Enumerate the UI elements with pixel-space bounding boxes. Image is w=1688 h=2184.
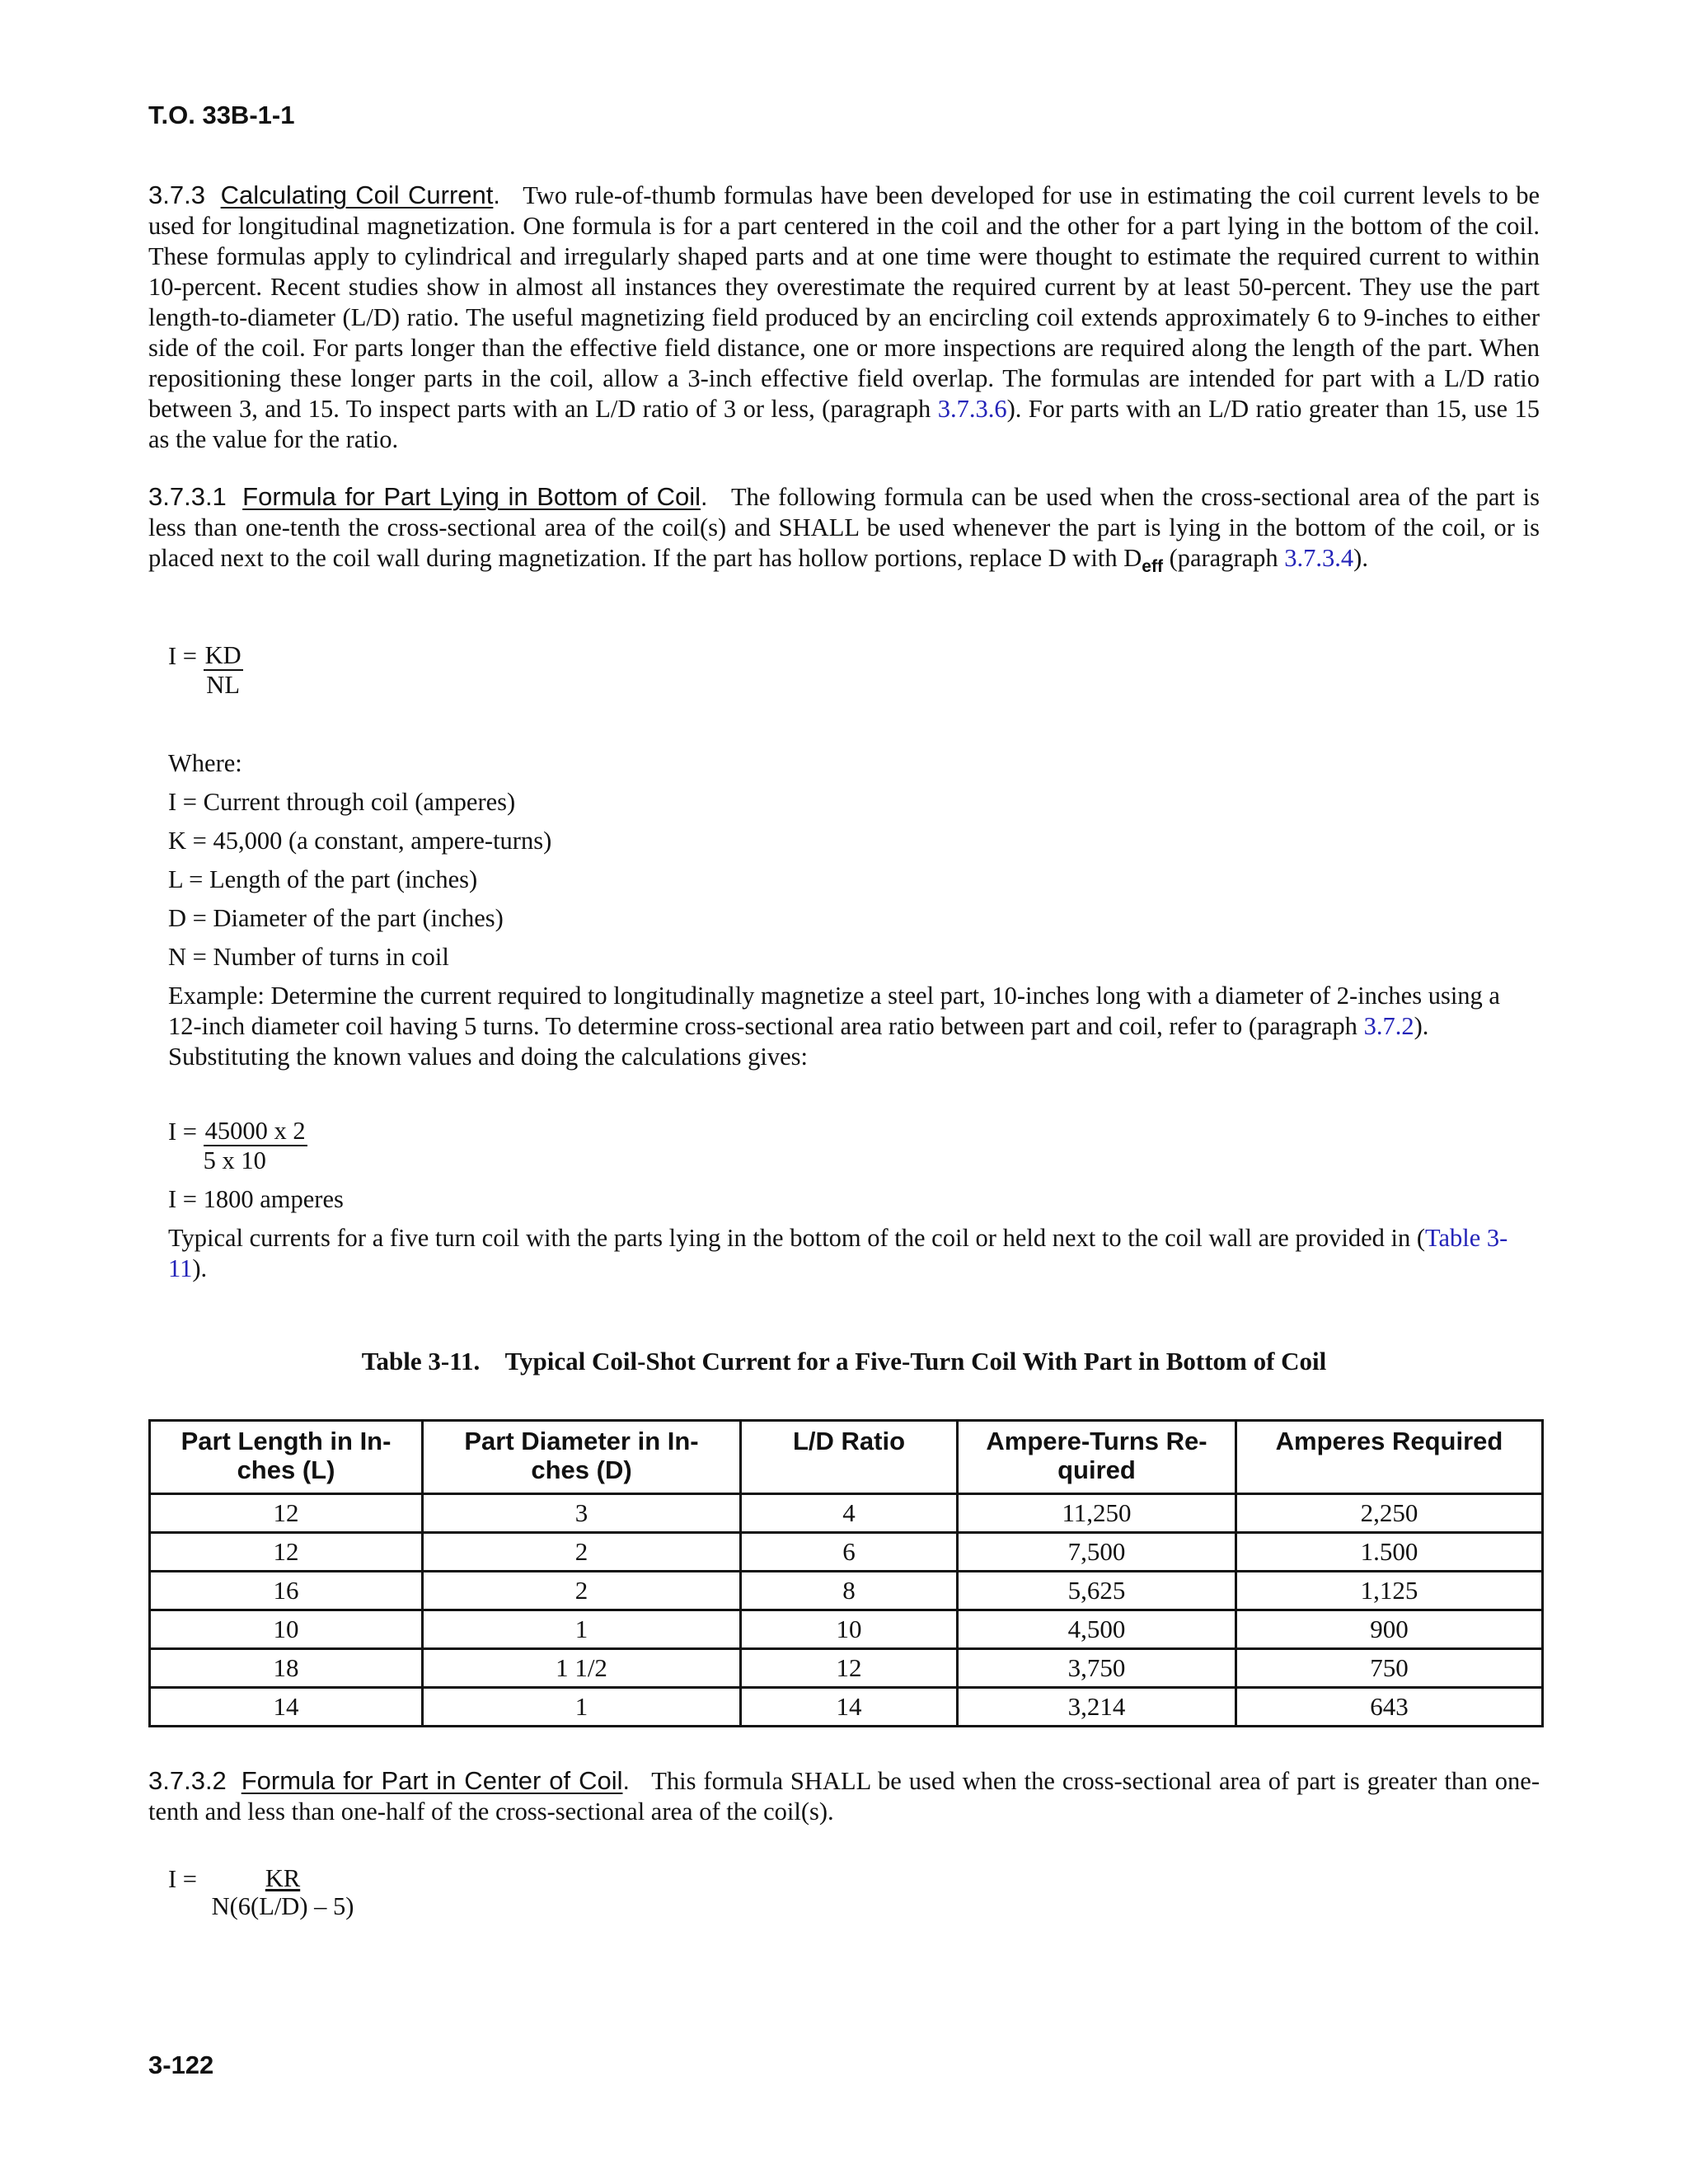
definition-item: D = Diameter of the part (inches): [168, 904, 504, 932]
formula-denominator: N(6(L/D) – 5): [211, 1892, 354, 1920]
table-cell: 4: [741, 1494, 958, 1533]
table-cell: 10: [150, 1610, 423, 1649]
formula-denominator: 5 x 10: [203, 1146, 266, 1174]
column-header: Amperes Required: [1236, 1421, 1543, 1494]
column-header: L/D Ratio: [741, 1421, 958, 1494]
table-cell: 3,214: [958, 1688, 1236, 1727]
definition-item: K = 45,000 (a constant, ampere-turns): [168, 827, 552, 855]
formula-denominator: NL: [206, 671, 240, 699]
section-heading: Calculating Coil Current: [220, 180, 494, 209]
table-cell: 12: [150, 1494, 423, 1533]
formula-numerator: KR: [265, 1864, 301, 1892]
section-3-7-3-1: 3.7.3.1 Formula for Part Lying in Bottom of Coil. The following formula can be used when the cross-sectional area of the part is less than one-tenth the cross-sectional area of the coil(s) and SHALL be used whenever the part is lying in the bottom of the coil, or is placed next to the coil wall during magnetization. If the part has hollow portions, replace D with $D_{eff}$ (paragraph 3.7.3.4).: [148, 482, 1540, 576]
table-cell: 750: [1236, 1649, 1543, 1688]
table-cell: 6: [741, 1533, 958, 1572]
section-number: 3.7.3.1: [148, 482, 227, 511]
section-heading: Formula for Part in Center of Coil: [241, 1766, 623, 1795]
table-cell: 2,250: [1236, 1494, 1543, 1533]
typical-currents-paragraph: Typical currents for a five turn coil with the parts lying in the bottom of the coil or held next to the coil wall are provided in (Table 3-11).: [168, 1224, 1508, 1282]
formula-kd-over-nl: I = $\frac{KD}{NL}$: [168, 641, 241, 699]
definition-item: N = Number of turns in coil: [168, 943, 449, 971]
table-row: [150, 1494, 1543, 1533]
table-title: Table 3-11. Typical Coil-Shot Current for a Five-Turn Coil With Part in Bottom of Coil: [361, 1347, 1327, 1376]
table-cell: 1 1/2: [423, 1649, 741, 1688]
paragraph-link-3-7-2[interactable]: 3.7.2: [1363, 1012, 1414, 1040]
table-cell: 7,500: [958, 1533, 1236, 1572]
section-body: The following formula can be used when the cross-sectional area of the part is less than one-tenth the cross-sectional area of the coil(s) and SHALL be used whenever the part is lying in the bottom of the coil, or is placed next to the coil wall during magnetization. If the part has hollow portions, replace D with D: [148, 483, 1540, 572]
table-cell: 1: [423, 1688, 741, 1727]
table-link-3-11[interactable]: Table 3-11: [168, 1224, 1508, 1282]
formula-center-of-coil: I = $\frac{KR}{N(6(L/D) - 5)}$: [168, 1864, 354, 1920]
table-row: [150, 1688, 1543, 1727]
table-row: [150, 1649, 1543, 1688]
formula-numerator: 45000 x 2: [204, 1117, 306, 1145]
table-cell: 2: [423, 1533, 741, 1572]
table-row: [150, 1572, 1543, 1610]
section-number: 3.7.3.2: [148, 1766, 227, 1795]
table-cell: 1.500: [1236, 1533, 1543, 1572]
table-cell: 18: [150, 1649, 423, 1688]
formula-numerator: KD: [204, 641, 241, 669]
table-cell: 1,125: [1236, 1572, 1543, 1610]
table-cell: 10: [741, 1610, 958, 1649]
table-cell: 643: [1236, 1688, 1543, 1727]
paragraph-link-3-7-3-6[interactable]: 3.7.3.6: [937, 395, 1007, 423]
table-cell: 12: [150, 1533, 423, 1572]
table-cell: 3: [423, 1494, 741, 1533]
column-header: Part Diameter in In- ches (D): [423, 1421, 741, 1494]
table-row: [150, 1533, 1543, 1572]
definition-item: I = Current through coil (amperes): [168, 788, 516, 816]
page-number-footer: 3-122: [148, 2050, 214, 2079]
table-cell: 5,625: [958, 1572, 1236, 1610]
coil-shot-current-table: [148, 1419, 1544, 1727]
table-row: [150, 1610, 1543, 1649]
section-3-7-3-2: 3.7.3.2 Formula for Part in Center of Coil. This formula SHALL be used when the cross-sectional area of part is greater than one-tenth and less than one-half of the cross-sectional area of the coil(s).: [148, 1766, 1540, 1825]
table-header-row: [150, 1421, 1543, 1494]
table-cell: 14: [741, 1688, 958, 1727]
example-paragraph: Example: Determine the current required to longitudinally magnetize a steel part, 10-inches long with a diameter of 2-inches using a 12-inch diameter coil having 5 turns. To determine cross-sectional area ratio between part and coil, refer to (paragraph 3.7.2). Substituting the known values and doing the calculations gives:: [168, 982, 1500, 1071]
result-line: I = 1800 amperes: [168, 1185, 344, 1213]
subscript-eff: eff: [1142, 557, 1163, 576]
column-header: Ampere-Turns Re- quired: [958, 1421, 1236, 1494]
table-cell: 4,500: [958, 1610, 1236, 1649]
table-cell: 16: [150, 1572, 423, 1610]
definition-item: L = Length of the part (inches): [168, 865, 478, 893]
section-3-7-3: 3.7.3 Calculating Coil Current. Two rule-of-thumb formulas have been developed for use in estimating the coil current levels to be used for longitudinal magnetization. One formula is for a part centered in the coil and the other for a part lying in the bottom of the coil. These formulas apply to cylindrical and irregularly shaped parts and at one time were thought to estimate the required current to within 10-percent. Recent studies show in almost all instances they overestimate the required current by at least 50-percent. They use the part length-to-diameter (L/D) ratio. The useful magnetizing field produced by an encircling coil extends approximately 6 to 9-inches to either side of the coil. For parts longer than the effective field distance, one or more inspections are required along the length of the part. When repositioning these longer parts in the coil, allow a 3-inch effective field overlap. The formulas are intended for part with a L/D ratio between 3, and 15. To inspect parts with an L/D ratio of 3 or less, (paragraph 3.7.3.6). For parts with an L/D ratio greater than 15, use 15 as the value for the ratio.: [148, 180, 1540, 453]
section-body: This formula SHALL be used when the cross-sectional area of part is greater than one-tenth and less than one-half of the cross-sectional area of the coil(s).: [148, 1767, 1540, 1825]
table-cell: 2: [423, 1572, 741, 1610]
where-title: Where:: [168, 749, 242, 777]
section-body: Two rule-of-thumb formulas have been developed for use in estimating the coil current levels to be used for longitudinal magnetization. One formula is for a part centered in the coil and the other for a part lying in the bottom of the coil. These formulas apply to cylindrical and irregularly shaped parts and at one time were thought to estimate the required current to within 10-percent. Recent studies show in almost all instances they overestimate the required current by at least 50-percent. They use the part length-to-diameter (L/D) ratio. The useful magnetizing field produced by an encircling coil extends approximately 6 to 9-inches to either side of the coil. For parts longer than the effective field distance, one or more inspections are required along the length of the part. When repositioning these longer parts in the coil, allow a 3-inch effective field overlap. The formulas are intended for part with a L/D ratio between 3, and 15. To inspect parts with an L/D ratio of 3 or less, (paragraph: [148, 181, 1540, 423]
column-header: Part Length in In- ches (L): [150, 1421, 423, 1494]
section-number: 3.7.3: [148, 180, 205, 209]
section-heading: Formula for Part Lying in Bottom of Coil: [242, 482, 701, 511]
table-cell: 1: [423, 1610, 741, 1649]
table-cell: 3,750: [958, 1649, 1236, 1688]
table-cell: 12: [741, 1649, 958, 1688]
paragraph-link-3-7-3-4[interactable]: 3.7.3.4: [1284, 544, 1354, 572]
formula-example: I = $\frac{45000 x 2}{5 x 10}$: [168, 1117, 306, 1174]
table-cell: 11,250: [958, 1494, 1236, 1533]
table-cell: 8: [741, 1572, 958, 1610]
table-cell: 900: [1236, 1610, 1543, 1649]
document-number-header: T.O. 33B-1-1: [148, 101, 295, 129]
table-cell: 14: [150, 1688, 423, 1727]
